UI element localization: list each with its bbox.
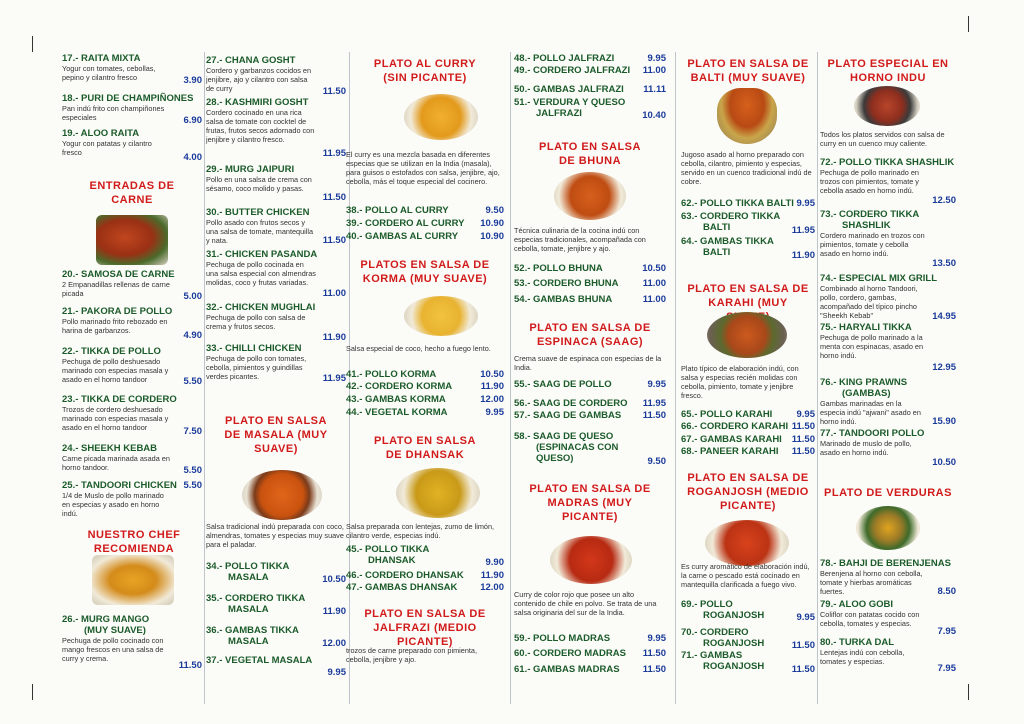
section-title: PLATO EN SALSA DE BALTI (MUY SUAVE) — [687, 58, 809, 84]
menu-item: 17.- RAITA MIXTA Yogur con tomates, cebollas, pepino y cilantro fresco 3.90 — [62, 53, 202, 86]
dhansak-dish-image — [396, 468, 480, 518]
balti-dish-image — [717, 88, 777, 144]
price: 14.95 — [932, 311, 956, 322]
price: 11.50 — [791, 421, 815, 432]
price: 4.00 — [183, 152, 202, 163]
price: 9.95 — [647, 633, 666, 644]
menu-item: 39.- CORDERO AL CURRY 10.90 — [346, 218, 504, 229]
price: 10.50 — [322, 574, 346, 585]
price: 11.00 — [642, 65, 666, 76]
menu-item: 29.- MURG JAIPURI Pollo en una salsa de crema con sésamo, coco molido y pasas. 11.50 — [206, 164, 346, 203]
menu-column-5: PLATO EN SALSA DE BALTI (MUY SUAVE) Jugoso asado al horno preparado con cebolla, cilantro, pimiento y especias, servido en un cuenco tradicional indú de cobre. 62.- POLLO TIKKA BALTI 9.95 63.- CORDERO TIKKA BALTI 11.95 64.- GAMBAS TIKKA BALTI 11.90 PLATO EN SALSA DE KARAHI (MUY Plato típico de elaboración indú, con salsa y especias recién molidas con cebolla, pimiento, tomate y jenjibre fresco. 65.- POLLO KARAHI 9.95 66.- CORDERO KARAHI 11.50 67.- GAMBAS KARAHI 11.50 68.- PANEER KARAHI 11.50 PLATO EN SALSA DE ROGANJOSH (MEDIO PICANTE) Es curry aromático de elaboración indú, la carne o pescado está cocinado en mantequilla clarificada a fuego vivo. 69.- POLLO ROGANJOSH 9.95 70.- CORDERO ROGANJOSH 11.50 71.- GAMBAS ROGANJOSH 11.50 — [681, 58, 815, 675]
price: 11.50 — [642, 664, 666, 675]
price: 5.00 — [183, 291, 202, 302]
column-divider — [817, 52, 818, 704]
section-title: PLATO EN SALSA DE JALFRAZI (MEDIO PICANTE) — [364, 608, 486, 648]
section-title: PLATO AL CURRY (SIN PICANTE) — [373, 58, 477, 84]
menu-item: 37.- VEGETAL MASALA 9.95 — [206, 655, 346, 678]
price: 8.50 — [937, 586, 956, 597]
price: 12.00 — [480, 394, 504, 405]
bhuna-dish-image — [554, 172, 626, 220]
price: 9.95 — [327, 667, 346, 678]
section-title: PLATO EN SALSA DE ROGANJOSH (MEDIO PICANTE) — [687, 472, 809, 512]
menu-item: 70.- CORDERO ROGANJOSH 11.50 — [681, 627, 815, 651]
price: 11.50 — [322, 192, 346, 203]
section-title: PLATO ESPECIAL EN HORNO INDU — [827, 58, 949, 84]
price: 12.00 — [480, 582, 504, 593]
price: 11.50 — [322, 86, 346, 97]
menu-item: 80.- TURKA DAL Lentejas indú con cebolla, tomates y especias. 7.95 — [820, 637, 956, 674]
menu-column-3: PLATO AL CURRY (SIN PICANTE) El curry es una mezcla basada en diferentes especias que se utilizan en la India (masala), para guisos o estofados con salsa, jenjibre, ajo, cebolla, más el toque especial del cocinero. 38.- POLLO AL CURRY 9.50 39.- CORDERO AL CURRY 10.90 40.- GAMBAS AL CURRY 10.90 PLATOS EN SALSA DE KORMA (MUY SUAVE) Salsa especial de coco, hecho a fuego lento. 41.- POLLO KORMA 10.50 42.- CORDERO KORMA 11.90 43.- GAMBAS KORMA 12.00 44.- VEGETAL KORMA 9.95 PLATO EN SALSA DE DHANSAK Salsa preparada con lentejas, zumo de limón, cilantro verde, especias indú. 45.- POLLO TIKKA DHANSAK 9.90 46.- CORDERO DHANSAK 11.90 47.- GAMBAS DHANSAK 12.00 PLATO EN SALSA DE JALFRAZI (MEDIO PICANTE) trozos de carne preparado con pimienta, cebolla, jenjibre y ajo. — [346, 58, 504, 664]
menu-item: 72.- POLLO TIKKA SHASHLIK Pechuga de pollo marinado en trozos con pimientos, tomate y cebolla asado en horno indú. 12.50 — [820, 157, 956, 206]
menu-item: 26.- MURG MANGO (MUY SUAVE) Pechuga de pollo cocinado con mango frescos en una salsa de curry y crema. 11.50 — [62, 614, 202, 671]
price: 12.00 — [322, 638, 346, 649]
price: 11.50 — [322, 235, 346, 246]
price: 11.00 — [322, 288, 346, 299]
masala-dish-image — [242, 470, 322, 520]
menu-item: 68.- PANEER KARAHI 11.50 — [681, 446, 815, 457]
price: 11.50 — [642, 410, 666, 421]
price: 11.50 — [791, 640, 815, 651]
menu-item: 53.- CORDERO BHUNA 11.00 — [514, 278, 666, 289]
crop-mark — [968, 16, 985, 32]
menu-item: 25.- TANDOORI CHICKEN 1/4 de Muslo de pollo marinado en especias y asado en horno indú. 5.50 — [62, 480, 202, 518]
menu-item: 27.- CHANA GOSHT Cordero y garbanzos cocidos en jenjibre, ajo y cilantro con salsa de curry 11.50 — [206, 55, 346, 97]
price: 9.95 — [796, 198, 815, 209]
menu-item: 41.- POLLO KORMA 10.50 — [346, 369, 504, 380]
price: 11.90 — [480, 381, 504, 392]
section-title: PLATO EN SALSA DE ESPINACA (SAAG) — [529, 322, 651, 348]
menu-item: 43.- GAMBAS KORMA 12.00 — [346, 394, 504, 405]
menu-item: 45.- POLLO TIKKA DHANSAK 9.90 — [346, 544, 504, 568]
price: 11.50 — [642, 648, 666, 659]
menu-item: 33.- CHILLI CHICKEN Pechuga de pollo con tomates, cebolla, pimientos y guindillas verdes picantes. 11.95 — [206, 343, 346, 384]
menu-item: 35.- CORDERO TIKKA MASALA 11.90 — [206, 593, 346, 617]
price: 9.90 — [485, 557, 504, 568]
crop-mark — [32, 36, 49, 52]
menu-item: 52.- POLLO BHUNA 10.50 — [514, 263, 666, 274]
menu-item: 79.- ALOO GOBI Coliflor con patatas cocido con cebolla, tomates y especias. 7.95 — [820, 599, 956, 637]
price: 9.95 — [796, 612, 815, 623]
menu-item: 73.- CORDERO TIKKA SHASHLIK Cordero marinado en trozos con pimientos, tomate y cebolla asado en horno indú. 13.50 — [820, 209, 956, 269]
price: 5.50 — [183, 465, 202, 476]
menu-item: 66.- CORDERO KARAHI 11.50 — [681, 421, 815, 432]
menu-item: 74.- ESPECIAL MIX GRILL Combinado al horno Tandoori, pollo, cordero, gambas, acompañado del típico pincho "Sheekh Kebab" 14.95 — [820, 273, 956, 322]
price: 11.95 — [322, 373, 346, 384]
column-divider — [204, 52, 205, 704]
price: 10.40 — [642, 110, 666, 121]
price: 11.11 — [643, 84, 666, 95]
price: 9.95 — [647, 53, 666, 64]
menu-item: 31.- CHICKEN PASANDA Pechuga de pollo cocinada en una salsa especial con almendras molidas, coco y frutas variadas. 11.00 — [206, 249, 346, 299]
meat-dish-image — [96, 215, 168, 265]
menu-item: 64.- GAMBAS TIKKA BALTI 11.90 — [681, 236, 815, 261]
menu-item: 48.- POLLO JALFRAZI 9.95 — [514, 53, 666, 64]
menu-item: 40.- GAMBAS AL CURRY 10.90 — [346, 231, 504, 242]
menu-column-2: 27.- CHANA GOSHT Cordero y garbanzos cocidos en jenjibre, ajo y cilantro con salsa de curry 11.50 28.- KASHMIRI GOSHT Cordero cocinado en una rica salsa de tomate con cocktel de frutas, frutos secos adornado con jenjibre y cilantro fresco. 11.95 29.- MURG JAIPURI Pollo en una salsa de crema con sésamo, coco molido y pasas. 11.50 30.- BUTTER CHICKEN Pollo asado con frutos secos y una salsa de tomate, mantequilla y nata. 11.50 31.- CHICKEN PASANDA Pechuga de pollo cocinada en una salsa especial con almendras molidas, coco y frutas variadas. 11.00 32.- CHICKEN MUGHLAI Pechuga de pollo con salsa de crema y frutos secos. 11.90 33.- CHILLI CHICKEN Pechuga de pollo con tomates, cebolla, pimientos y guindillas verdes picantes. 11.95 PLATO EN SALSA DE MASALA (MUY SUAVE) Salsa tradicional indú preparada con coco, almendras, tomates y especias muy suave para el paladar. 34.- POLLO TIKKA MASALA 10.50 35.- CORDERO TIKKA MASALA 11.90 36.- GAMBAS TIKKA MASALA 12.00 37.- VEGETAL MASALA 9.95 — [206, 55, 346, 678]
price: 11.90 — [791, 250, 815, 261]
section-title: ENTRADAS DE CARNE — [89, 180, 175, 206]
chef-dish-image — [92, 555, 174, 605]
korma-dish-image — [404, 296, 478, 336]
menu-item: 24.- SHEEKH KEBAB Carne picada marinada asada en horno tandoor. 5.50 — [62, 443, 202, 476]
menu-item: 51.- VERDURA Y QUESO JALFRAZI 10.40 — [514, 97, 666, 121]
menu-item: 46.- CORDERO DHANSAK 11.90 — [346, 570, 504, 581]
menu-item: 30.- BUTTER CHICKEN Pollo asado con frutos secos y una salsa de tomate, mantequilla y nata. 11.50 — [206, 207, 346, 246]
price: 11.50 — [791, 434, 815, 445]
price: 11.50 — [178, 660, 202, 671]
price: 9.95 — [485, 407, 504, 418]
menu-item: 34.- POLLO TIKKA MASALA 10.50 — [206, 561, 346, 585]
price: 10.50 — [932, 457, 956, 468]
price: 12.95 — [932, 362, 956, 373]
price: 9.50 — [647, 456, 666, 467]
price: 11.50 — [791, 446, 815, 457]
price: 10.90 — [480, 218, 504, 229]
column-divider — [510, 52, 511, 704]
menu-item: 23.- TIKKA DE CORDERO Trozos de cordero deshuesado marinado con especias masala y asado en el horno tandoor 7.50 — [62, 394, 202, 437]
price: 11.00 — [642, 278, 666, 289]
price: 5.50 — [183, 480, 202, 491]
menu-item: 77.- TANDOORI POLLO Marinado de muslo de pollo, asado en horno indú. 10.50 — [820, 428, 956, 468]
roganjosh-dish-image — [705, 520, 789, 566]
column-divider — [675, 52, 676, 704]
price: 11.50 — [791, 664, 815, 675]
menu-item: 67.- GAMBAS KARAHI 11.50 — [681, 434, 815, 445]
price: 10.90 — [480, 231, 504, 242]
price: 10.50 — [642, 263, 666, 274]
menu-item: 76.- KING PRAWNS (GAMBAS) Gambas marinadas en la especia indú "ajwani" asado en horno indú. 15.90 — [820, 377, 956, 427]
menu-item: 50.- GAMBAS JALFRAZI 11.11 — [514, 84, 666, 95]
tandoori-dish-image — [854, 86, 920, 126]
section-title: PLATO EN SALSA DE MADRAS (MUY PICANTE) — [529, 483, 651, 523]
section-title: NUESTRO CHEF RECOMIENDA — [87, 529, 181, 555]
menu-item: 32.- CHICKEN MUGHLAI Pechuga de pollo con salsa de crema y frutos secos. 11.90 — [206, 302, 346, 343]
price: 11.95 — [642, 398, 666, 409]
menu-item: 75.- HARYALI TIKKA Pechuga de pollo marinado a la menta con espinacas, asado en horno indú. 12.95 — [820, 322, 956, 373]
menu-item: 57.- SAAG DE GAMBAS 11.50 — [514, 410, 666, 421]
curry-dish-image — [404, 94, 478, 140]
menu-item: 21.- PAKORA DE POLLO Pollo marinado frito rebozado en harina de garbanzos. 4.90 — [62, 306, 202, 341]
section-title: PLATO EN SALSA DE DHANSAK — [374, 435, 476, 461]
section-title: PLATO EN SALSA DE BHUNA — [539, 141, 641, 167]
price: 9.50 — [485, 205, 504, 216]
price: 3.90 — [183, 75, 202, 86]
menu-column-4: 48.- POLLO JALFRAZI 9.95 49.- CORDERO JALFRAZI 11.00 50.- GAMBAS JALFRAZI 11.11 51.- VERDURA Y QUESO JALFRAZI 10.40 PLATO EN SALSA DE BHUNA Técnica culinaria de la cocina indú con especias tradicionales, acompañada con cebolla, tomate, jenjibre y ajo. 52.- POLLO BHUNA 10.50 53.- CORDERO BHUNA 11.00 54.- GAMBAS BHUNA 11.00 PLATO EN SALSA DE ESPINACA (SAAG) Crema suave de espinaca con especias de la India. 55.- SAAG DE POLLO 9.95 56.- SAAG DE CORDERO 11.95 57.- SAAG DE GAMBAS 11.50 58.- SAAG DE QUESO (ESPINACAS CON QUESO) 9.50 PLATO EN SALSA DE MADRAS (MUY PICANTE) Curry de color rojo que posee un alto contenido de chile en polvo. Se trata de una salsa originaria del sur de la India. 59.- POLLO MADRAS 9.95 60.- CORDERO MADRAS 11.50 61.- GAMBAS MADRAS 11.50 — [514, 53, 666, 675]
crop-mark — [32, 684, 49, 700]
price: 11.00 — [642, 294, 666, 305]
menu-item: 55.- SAAG DE POLLO 9.95 — [514, 379, 666, 390]
menu-item: 60.- CORDERO MADRAS 11.50 — [514, 648, 666, 659]
section-title: PLATO EN SALSA DE MASALA (MUY SUAVE) — [224, 415, 328, 455]
menu-item: 19.- ALOO RAITA Yogur con patatas y cilantro fresco 4.00 — [62, 128, 202, 163]
price: 11.90 — [322, 332, 346, 343]
menu-column-1 — [62, 50, 202, 710]
menu-item: 78.- BAHJI DE BERENJENAS Berenjena al horno con cebolla, tomate y hierbas aromáticas fuertes. 8.50 — [820, 558, 956, 597]
crop-mark — [968, 684, 985, 700]
price: 10.50 — [480, 369, 504, 380]
price: 7.95 — [937, 626, 956, 637]
price: 11.90 — [322, 606, 346, 617]
menu-item: 49.- CORDERO JALFRAZI 11.00 — [514, 65, 666, 76]
menu-item: 56.- SAAG DE CORDERO 11.95 — [514, 398, 666, 409]
menu-item: 20.- SAMOSA DE CARNE 2 Empanadillas rellenas de carne picada 5.00 — [62, 269, 202, 302]
price: 11.95 — [322, 148, 346, 159]
menu-item: 42.- CORDERO KORMA 11.90 — [346, 381, 504, 392]
menu-item: 71.- GAMBAS ROGANJOSH 11.50 — [681, 650, 815, 675]
price: 11.90 — [480, 570, 504, 581]
price: 6.90 — [183, 115, 202, 126]
price: 15.90 — [932, 416, 956, 427]
section-title: PLATO DE VERDURAS — [824, 487, 952, 499]
price: 5.50 — [183, 376, 202, 387]
menu-item: 44.- VEGETAL KORMA 9.95 — [346, 407, 504, 418]
menu-item: 36.- GAMBAS TIKKA MASALA 12.00 — [206, 625, 346, 649]
price: 12.50 — [932, 195, 956, 206]
menu-item: 61.- GAMBAS MADRAS 11.50 — [514, 664, 666, 675]
section-title: PLATOS EN SALSA DE KORMA (MUY SUAVE) — [360, 259, 490, 285]
menu-item: 18.- PURI DE CHAMPIÑONES Pan indú frito con champiñones especiales 6.90 — [62, 93, 202, 126]
menu-item: 59.- POLLO MADRAS 9.95 — [514, 633, 666, 644]
menu-item: 69.- POLLO ROGANJOSH 9.95 — [681, 599, 815, 623]
price: 9.95 — [647, 379, 666, 390]
menu-item: 47.- GAMBAS DHANSAK 12.00 — [346, 582, 504, 593]
menu-item: 63.- CORDERO TIKKA BALTI 11.95 — [681, 211, 815, 236]
price: 7.50 — [183, 426, 202, 437]
section-title: PLATO EN SALSA DE KARAHI (MUY — [687, 283, 809, 309]
menu-item: 62.- POLLO TIKKA BALTI 9.95 — [681, 198, 815, 209]
price: 11.95 — [791, 225, 815, 236]
price: 13.50 — [932, 258, 956, 269]
menu-item: 65.- POLLO KARAHI 9.95 — [681, 409, 815, 420]
madras-dish-image — [550, 536, 632, 584]
menu-item: 38.- POLLO AL CURRY 9.50 — [346, 205, 504, 216]
karahi-dish-image — [707, 312, 787, 358]
menu-item: 54.- GAMBAS BHUNA 11.00 — [514, 294, 666, 305]
menu-item: 22.- TIKKA DE POLLO Pechuga de pollo deshuesado marinado con especias masala y asado en el horno tandoor 5.50 — [62, 346, 202, 387]
price: 7.95 — [937, 663, 956, 674]
price: 9.95 — [796, 409, 815, 420]
menu-item: 28.- KASHMIRI GOSHT Cordero cocinado en una rica salsa de tomate con cocktel de frutas, frutos secos adornado con jenjibre y cilantro fresco. 11.95 — [206, 97, 346, 159]
price: 4.90 — [183, 330, 202, 341]
vegetable-dish-image — [856, 506, 920, 550]
menu-item: 58.- SAAG DE QUESO (ESPINACAS CON QUESO) 9.50 — [514, 431, 666, 467]
menu-column-6: PLATO ESPECIAL EN HORNO INDU Todos los platos servidos con salsa de curry en un cuenco muy caliente. 72.- POLLO TIKKA SHASHLIK Pechuga de pollo marinado en trozos con pimientos, tomate y cebolla asado en horno indú. 12.50 73.- CORDERO TIKKA SHASHLIK Cordero marinado en trozos con pimientos, tomate y cebolla asado en horno indú. 13.50 74.- ESPECIAL MIX GRILL Combinado al horno Tandoori, pollo, cordero, gambas, acompañado del típico pincho "Sheekh Kebab" 14.95 75.- HARYALI TIKKA Pechuga de pollo marinado a la menta con espinacas, asado en horno indú. 12.95 76.- KING PRAWNS (GAMBAS) Gambas marinadas en la especia indú "ajwani" asado en horno indú. 15.90 77.- TANDOORI POLLO Marinado de muslo de pollo, asado en horno indú. 10.50 PLATO DE VERDURAS 78.- BAHJI DE BERENJENAS Berenjena al horno con cebolla, tomate y hierbas aromáticas fuertes. 8.50 79.- ALOO GOBI Coliflor con patatas cocido con cebolla, tomates y especias. 7.95 80.- TURKA DAL Lentejas indú con cebolla, tomates y especias. 7.95 — [820, 58, 956, 674]
